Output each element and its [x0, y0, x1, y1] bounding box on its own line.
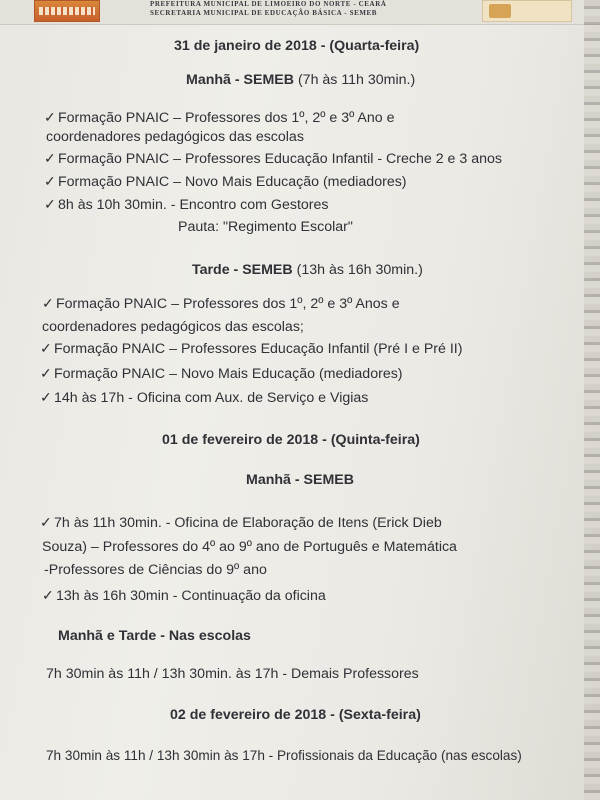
letterhead-line-1: PREFEITURA MUNICIPAL DE LIMOEIRO DO NORTE - CEARÁ: [150, 0, 387, 8]
check-icon: ✓: [44, 197, 56, 213]
day3-heading: [170, 707, 421, 724]
check-icon: ✓: [42, 296, 54, 312]
check-icon: ✓: [40, 515, 52, 531]
day2-weekday: (Quinta-feira): [330, 432, 420, 448]
day2-both-title: Manhã e Tarde - Nas escolas: [58, 628, 251, 644]
day3-date: 02 de fevereiro de 2018: [170, 707, 327, 723]
day2-heading: [162, 432, 420, 449]
day1-afternoon-item-1: ✓ Formação PNAIC – Professores dos 1º, 2º e 3º Anos e: [42, 296, 400, 312]
day2-date: 01 de fevereiro de 2018: [162, 432, 319, 448]
day1-afternoon-item-4: ✓ 14h às 17h - Oficina com Aux. de Serviço e Vigias: [40, 390, 369, 406]
day1-morning-agenda: Pauta: "Regimento Escolar": [178, 219, 353, 235]
check-icon: ✓: [44, 151, 56, 167]
day1-afternoon-hours: (13h às 16h 30min.): [296, 262, 423, 278]
check-icon: ✓: [40, 366, 52, 382]
day2-both-text: 7h 30min às 11h / 13h 30min. às 17h - Demais Professores: [46, 666, 419, 682]
day1-morning-item-4: ✓ 8h às 10h 30min. - Encontro com Gestores: [44, 197, 329, 213]
day1-afternoon-title: Tarde - SEMEB: [192, 262, 293, 278]
day1-afternoon-item-1-cont: coordenadores pedagógicos das escolas;: [42, 319, 304, 335]
day1-date: 31 de janeiro de 2018: [174, 38, 317, 54]
check-icon: ✓: [40, 390, 52, 406]
day1-dash: -: [320, 38, 326, 54]
day2-morning-item-2: ✓ 13h às 16h 30min - Continuação da oficina: [42, 588, 326, 604]
day1-morning-heading: [186, 72, 415, 89]
day1-afternoon-item-3: ✓ Formação PNAIC – Novo Mais Educação (mediadores): [40, 366, 403, 382]
day2-morning-title: Manhã - SEMEB: [246, 472, 354, 488]
day1-morning-item-3: ✓ Formação PNAIC – Novo Mais Educação (mediadores): [44, 174, 407, 190]
left-logo: [34, 0, 100, 22]
day2-morning-item-1-cont: Souza) – Professores do 4º ao 9º ano de Português e Matemática: [42, 539, 457, 555]
day1-morning-item-1-cont: coordenadores pedagógicos das escolas: [46, 129, 304, 145]
day2-morning-item-1: ✓ 7h às 11h 30min. - Oficina de Elaboração de Itens (Erick Dieb: [40, 515, 442, 531]
day1-morning-hours: (7h às 11h 30min.): [297, 72, 416, 88]
day1-morning-item-1: ✓ Formação PNAIC – Professores dos 1º, 2º e 3º Ano e: [44, 110, 395, 126]
day3-weekday: (Sexta-feira): [338, 707, 421, 723]
day1-heading: [174, 38, 419, 55]
day1-afternoon-heading: [192, 262, 423, 279]
day2-morning-item-1-cont2: -Professores de Ciências do 9º ano: [44, 562, 267, 578]
check-icon: ✓: [44, 174, 56, 190]
letterhead-line-2: SECRETARIA MUNICIPAL DE EDUCAÇÃO BÁSICA - SEMEB: [150, 9, 378, 17]
day1-morning-title: Manhã - SEMEB: [186, 72, 294, 88]
day1-weekday: (Quarta-feira): [329, 38, 420, 54]
day2-dash: -: [322, 432, 327, 448]
right-logo: [482, 0, 572, 22]
check-icon: ✓: [40, 341, 52, 357]
letterhead: [0, 0, 600, 25]
day3-text: 7h 30min às 11h / 13h 30min às 17h - Profissionais da Educação (nas escolas): [46, 748, 522, 763]
day1-morning-item-2: ✓ Formação PNAIC – Professores Educação Infantil - Creche 2 e 3 anos: [44, 151, 502, 167]
binding-rings: [584, 0, 600, 800]
day1-afternoon-item-2: ✓ Formação PNAIC – Professores Educação Infantil (Pré I e Pré II): [40, 341, 463, 357]
check-icon: ✓: [42, 588, 54, 604]
check-icon: ✓: [44, 110, 56, 126]
day3-dash: -: [330, 707, 335, 723]
